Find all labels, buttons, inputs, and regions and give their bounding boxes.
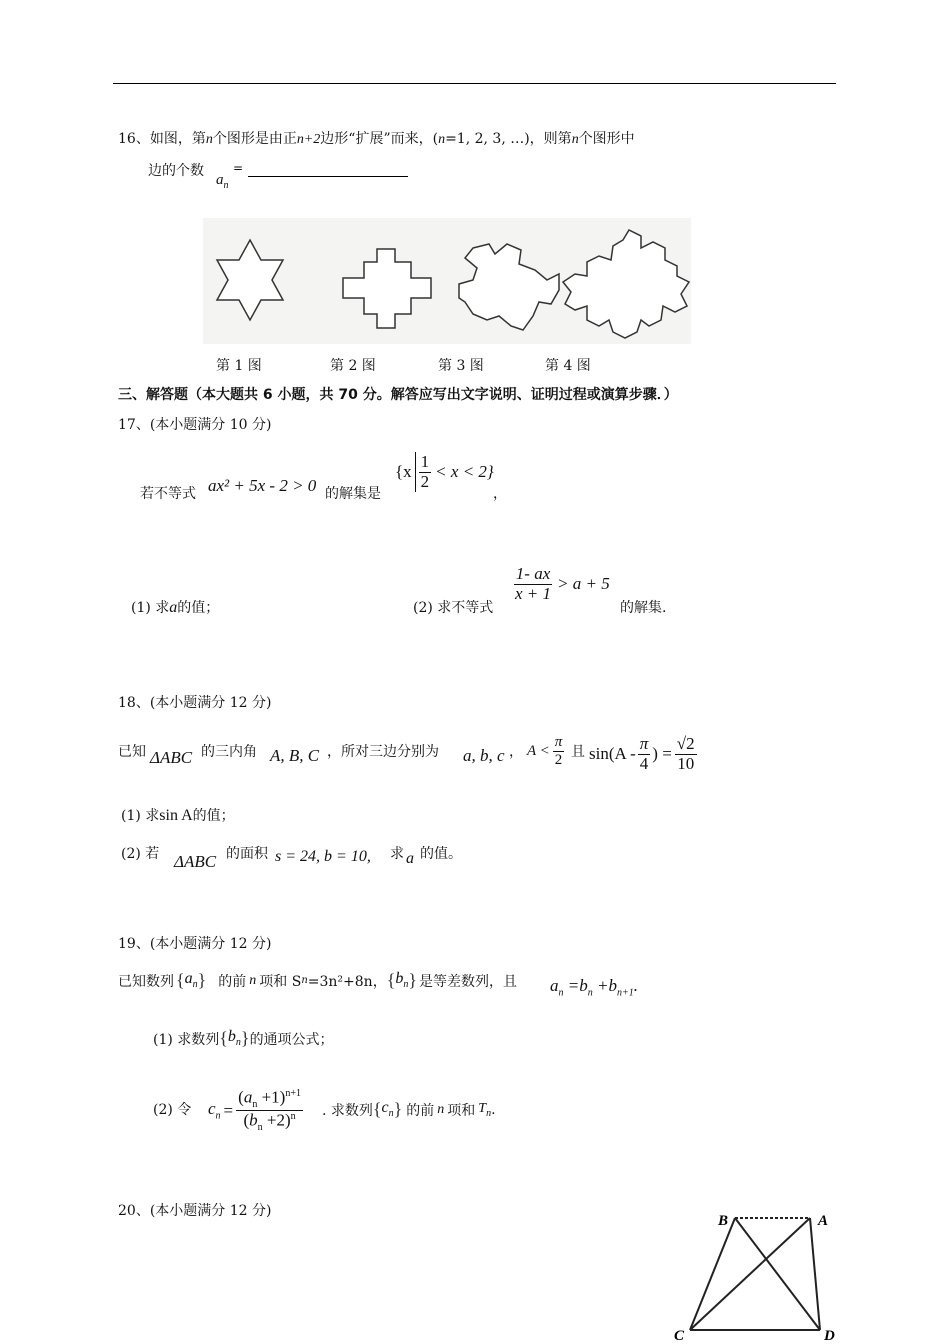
figure-label-3: 第 3 图: [438, 358, 484, 374]
q17-prefix: 若不等式: [140, 486, 196, 502]
top-rule: [113, 83, 836, 84]
q16-line2: 边的个数: [148, 163, 204, 179]
figure-label-4: 第 4 图: [545, 358, 591, 374]
q16-figures: [203, 218, 691, 344]
q18-header: 18、(本小题满分 12 分): [118, 695, 272, 711]
q18-part2-mid: 的面积: [226, 846, 268, 862]
q17-mid: 的解集是: [325, 486, 381, 502]
q18-comma: ，: [509, 744, 523, 760]
q16-an: $a_n$: [216, 172, 229, 191]
q20-quadrilateral-figure: [672, 1206, 842, 1344]
q18-angles: A, B, C: [270, 746, 320, 765]
q18-part2-var: a: [406, 850, 414, 867]
q18-sides-text: ，所对三边分别为: [327, 744, 439, 760]
q16-line1: 16、如图，第n个图形是由正n+2边形“扩展”而来，(n=1, 2, 3, …)，则第n个图形中: [118, 131, 635, 147]
q17-inequality: ax² + 5x - 2 > 0: [208, 476, 317, 495]
q18-part2-tail: 的值。: [420, 846, 462, 862]
vertex-label-D: D: [824, 1328, 835, 1344]
vertex-label-A: A: [818, 1213, 829, 1229]
q18-part2-label: (2) 若: [121, 846, 160, 862]
q19-cn-def: $c_n$ = $\frac{(a_n +1)^{n+1}}{(b_n +2)^n}$: [208, 1087, 301, 1134]
q16-answer-blank[interactable]: [248, 176, 408, 177]
q18-part1: (1) 求sin A的值；: [121, 807, 235, 824]
q18-part2-ask: 求: [390, 846, 404, 862]
q18-part2-triangle: ΔABC: [174, 852, 217, 871]
q18-known: 已知: [118, 744, 146, 760]
q19-part1: (1) 求数列 { $b_n$ } 的通项公式；: [153, 1028, 334, 1049]
q18-triangle: ΔABC: [150, 748, 193, 767]
vertex-label-B: B: [718, 1213, 729, 1229]
q19-part2-rest: . 求数列 { $c_n$ } 的前 n 项和 $T_n$ .: [322, 1099, 496, 1120]
q19-part2-label: (2) 令: [153, 1102, 192, 1118]
q17-part2-tail: 的解集.: [620, 600, 667, 616]
q17-part2-label: (2) 求不等式: [413, 600, 494, 616]
figure-label-2: 第 2 图: [330, 358, 376, 374]
q18-and: 且: [571, 744, 585, 760]
q16-eq: =: [233, 161, 244, 175]
q19-relation: $a_n =b_n +b_{n+1}$.: [550, 976, 638, 999]
q19-line1: 已知数列 { $a_n$ } 的前 n 项和 S n =3n²+8n， { $b_n$ } 是等差数列，且: [118, 970, 517, 991]
q18-angles-text: 的三内角: [201, 744, 257, 760]
q19-header: 19、(本小题满分 12 分): [118, 936, 272, 952]
section-3-heading: 三、解答题（本大题共 6 小题，共 70 分。解答应写出文字说明、证明过程或演算步骤．）: [118, 387, 678, 403]
q18-part2-cond: s = 24, b = 10,: [275, 848, 371, 865]
q18-cond-A: A < $\frac{\pi}{2}$: [527, 734, 563, 768]
q18-sides: a, b, c: [463, 746, 505, 765]
vertex-label-C: C: [674, 1328, 685, 1344]
q18-sin-equation: sin(A - $\frac{\pi}{4}$ ) = $\frac{√2}{10}$: [589, 734, 695, 773]
q17-solution-set: {x $\frac{1}{2}$ < x < 2}: [395, 451, 494, 491]
q17-part2-fraction: $\frac{1- ax}{x + 1}$ > a + 5: [515, 564, 610, 603]
q17-header: 17、(本小题满分 10 分): [118, 417, 272, 433]
q17-comma: ，: [493, 486, 507, 502]
figure-label-1: 第 1 图: [216, 358, 262, 374]
q20-header: 20、(本小题满分 12 分): [118, 1203, 272, 1219]
q17-part1: (1) 求a的值；: [131, 599, 220, 616]
